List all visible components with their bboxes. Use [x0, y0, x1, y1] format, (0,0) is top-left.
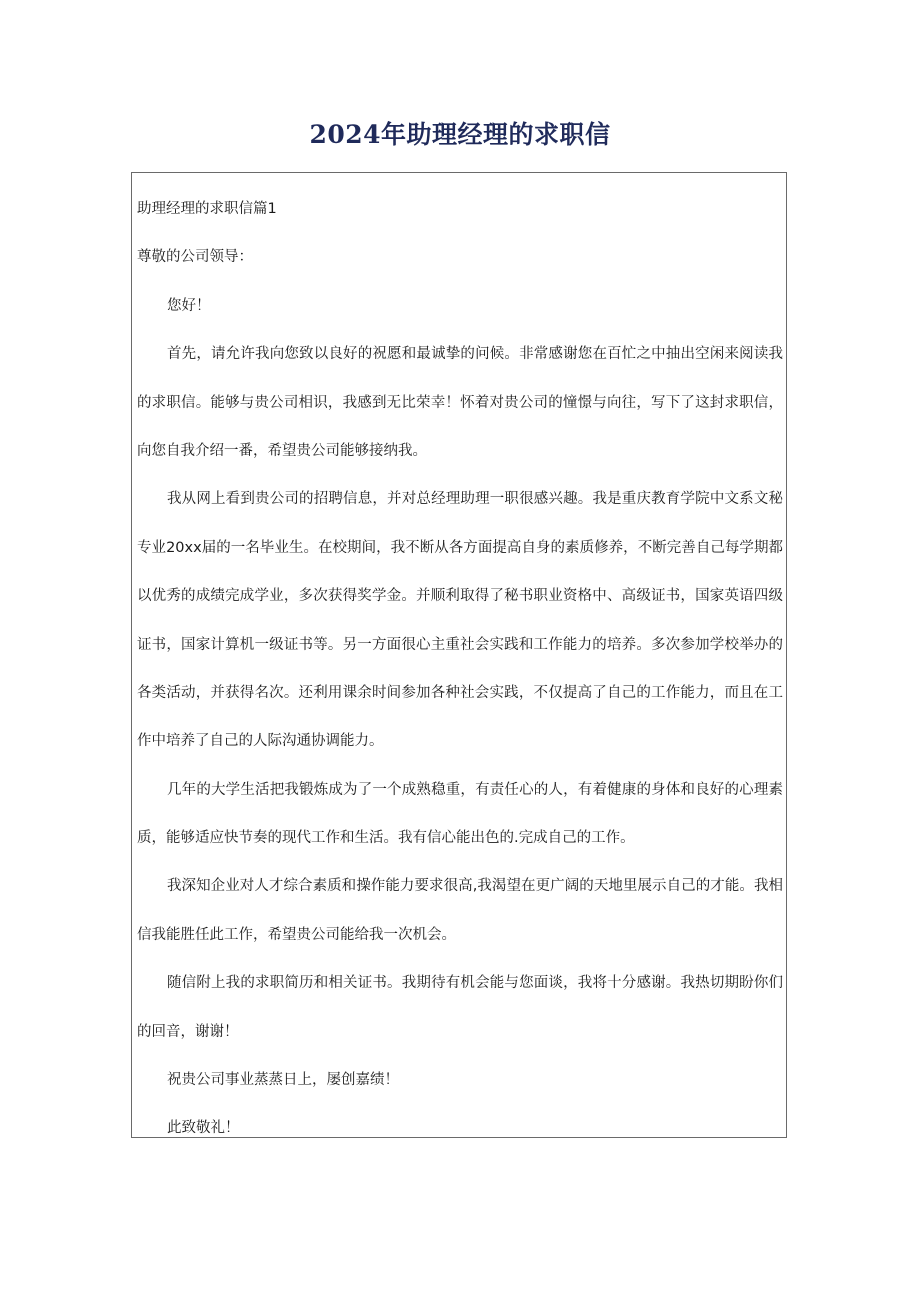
paragraph-2	[137, 475, 783, 765]
letter-body	[137, 185, 783, 1153]
letter-greeting: 您好！	[167, 297, 211, 314]
paragraph-line: 的求职信。能够与贵公司相识，我感到无比荣幸！怀着对贵公司的憧憬与向往，写下了这封求职信，	[137, 394, 783, 411]
paragraph-line: 证书，国家计算机一级证书等。另一方面很心主重社会实践和工作能力的培养。多次参加学校举办的	[137, 636, 783, 653]
paragraph-4	[137, 862, 783, 959]
letter-heading: 助理经理的求职信篇1	[137, 201, 277, 217]
paragraph-line: 随信附上我的求职简历和相关证书。我期待有机会能与您面谈，我将十分感谢。我热切期盼你们	[167, 975, 783, 992]
paragraph-3	[137, 766, 783, 863]
document-title: 2024年助理经理的求职信	[309, 120, 611, 149]
paragraph-line: 几年的大学生活把我锻炼成为了一个成熟稳重，有责任心的人，有着健康的身体和良好的心理素	[167, 781, 783, 798]
letter-salutation: 尊敬的公司领导：	[137, 249, 253, 266]
paragraph-line: 质，能够适应快节奏的现代工作和生活。我有信心能出色的.完成自己的工作。	[137, 830, 635, 847]
paragraph-line: 信我能胜任此工作，希望贵公司能给我一次机会。	[137, 926, 456, 943]
paragraph-line: 专业20xx届的一名毕业生。在校期间，我不断从各方面提高自身的素质修养，不断完善自己每学期都	[137, 539, 783, 556]
paragraph-line: 我从网上看到贵公司的招聘信息，并对总经理助理一职很感兴趣。我是重庆教育学院中文系文秘	[167, 491, 783, 508]
paragraph-line: 各类活动，并获得名次。还利用课余时间参加各种社会实践，不仅提高了自己的工作能力，而且在工	[137, 684, 783, 701]
paragraph-1	[137, 330, 783, 475]
paragraph-line: 我深知企业对人才综合素质和操作能力要求很高,我渴望在更广阔的天地里展示自己的才能。我相	[167, 878, 783, 895]
paragraph-line: 作中培养了自己的人际沟通协调能力。	[137, 733, 384, 750]
paragraph-line: 向您自我介绍一番，希望贵公司能够接纳我。	[137, 442, 427, 459]
paragraph-5	[137, 959, 783, 1056]
paragraph-line: 首先，请允许我向您致以良好的祝愿和最诚挚的问候。非常感谢您在百忙之中抽出空闲来阅读我	[167, 346, 783, 363]
paragraph-line: 以优秀的成绩完成学业，多次获得奖学金。并顺利取得了秘书职业资格中、高级证书，国家英语四级	[137, 588, 783, 605]
paragraph-line: 的回音，谢谢！	[137, 1023, 239, 1040]
letter-closing: 此致敬礼！	[167, 1120, 240, 1137]
letter-wishes: 祝贵公司事业蒸蒸日上，屡创嘉绩！	[167, 1072, 399, 1089]
letter-frame	[131, 172, 787, 1138]
